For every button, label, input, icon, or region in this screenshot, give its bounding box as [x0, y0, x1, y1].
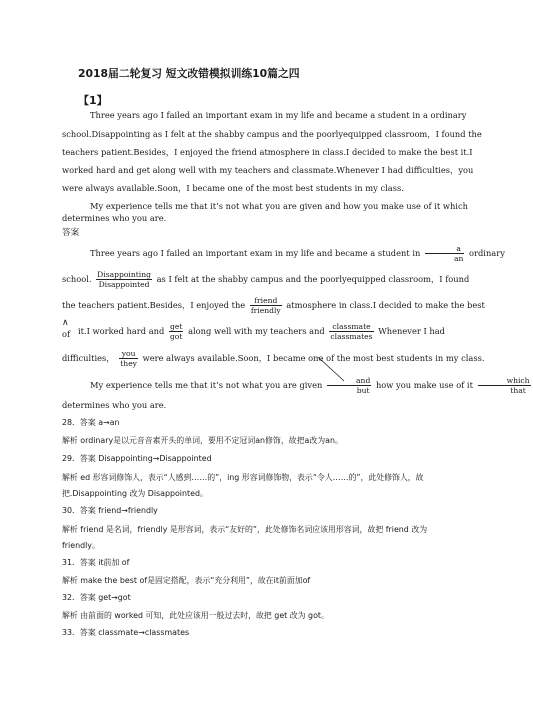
corrected-word: they [120, 359, 137, 368]
corrected-line [62, 376, 530, 395]
passage-line: were always available.Soon，I became one of the most best students in my class. [62, 183, 404, 193]
correction-mark [327, 376, 371, 395]
corrected-word: Disappointed [98, 280, 150, 289]
section-heading: 【1】 [78, 94, 108, 107]
passage-line: Three years ago I failed an important exam in my life and became a student in a ordinary [90, 110, 467, 120]
corrected-word: friendly [250, 306, 281, 315]
corrected-text: the teachers patient.Besides，I enjoyed the [62, 300, 246, 310]
correction-mark [478, 376, 531, 395]
corrected-text: were always available.Soon，I became one of the most best students in my class. [142, 353, 485, 363]
corrected-text: ordinary [469, 248, 505, 258]
corrected-word: got [169, 332, 183, 341]
corrected-text: difficulties， [62, 353, 115, 363]
corrected-text: Whenever I had [378, 326, 445, 336]
corrected-text: as I felt at the shabby campus and the poorlyequipped classroom，I found [156, 274, 470, 284]
passage-line: worked hard and get along well with my teachers and classmate.Whenever I had difficulties，you [62, 165, 474, 175]
answer-item: 31．答案 it前加 of [62, 558, 130, 567]
original-word: friend [250, 296, 282, 306]
corrected-text: it.I worked hard and [78, 326, 165, 336]
corrected-word: an [453, 254, 464, 263]
explanation-item: 解析 ed 形容词修饰人，表示“人感到……的”，ing 形容词修饰物，表示“令人……的”，此处修饰人，故把.Disappointing 改为 Disappointed。 [62, 473, 424, 498]
original-word: get [169, 322, 183, 331]
original-word: which [478, 376, 531, 386]
original-word: Disappointing [97, 270, 151, 279]
corrected-word: but [356, 386, 370, 395]
passage-line: determines who you are. [62, 213, 167, 223]
answer-item: 29．答案 Disappointing→Disappointed [62, 454, 212, 463]
answer-label: 答案 [62, 228, 80, 238]
insertion-caret: ∧ [62, 318, 69, 328]
corrected-word: that [510, 386, 526, 395]
explanation-item: 解析 friend 是名词，friendly 是形容词，表示“友好的”，此处修饰名词应该用形容词，故把 friend 改为 friendly。 [62, 525, 428, 550]
passage-line: My experience tells me that it’s not what you are given and how you make use of it which [90, 201, 468, 211]
corrected-line: determines who you are. [62, 400, 167, 410]
corrected-word: classmates [330, 332, 373, 341]
corrected-text: how you make use of it [375, 380, 473, 390]
explanation-item: 解析 ordinary是以元音音素开头的单词，要用不定冠词an修饰，故把a改为an。 [62, 436, 343, 445]
passage-line: teachers patient.Besides，I enjoyed the friend atmosphere in class.I decided to make the best it.I [62, 147, 473, 157]
answer-item: 30．答案 friend→friendly [62, 506, 158, 515]
original-word: you [119, 349, 138, 359]
original-word: classmate [329, 322, 373, 332]
answer-item: 33．答案 classmate→classmates [62, 628, 190, 637]
corrected-text: school. [62, 274, 92, 284]
original-word: a [425, 244, 464, 254]
explanation-item: 解析 make the best of是固定搭配，表示“充分利用”，故在it前面加of [62, 576, 311, 585]
corrected-text: Three years ago I failed an important exam in my life and became a student in [90, 248, 421, 258]
document-title: 2018届二轮复习 短文改错模拟训练10篇之四 [78, 67, 300, 80]
inserted-word: of [62, 329, 71, 339]
answer-item: 32．答案 get→got [62, 593, 131, 602]
answer-item: 28．答案 a→an [62, 418, 120, 427]
corrected-text: My experience tells me that it’s not what you are given [90, 380, 323, 390]
corrected-text: along well with my teachers and [188, 326, 325, 336]
passage-line: school.Disappointing as I felt at the shabby campus and the poorlyequipped classroom，I found the [62, 129, 482, 139]
explanation-item: 解析 由前面的 worked 可知，此处应该用一般过去时，故把 get 改为 got。 [62, 611, 329, 620]
corrected-text: atmosphere in class.I decided to make the best [286, 300, 485, 310]
original-word: and [327, 376, 371, 386]
